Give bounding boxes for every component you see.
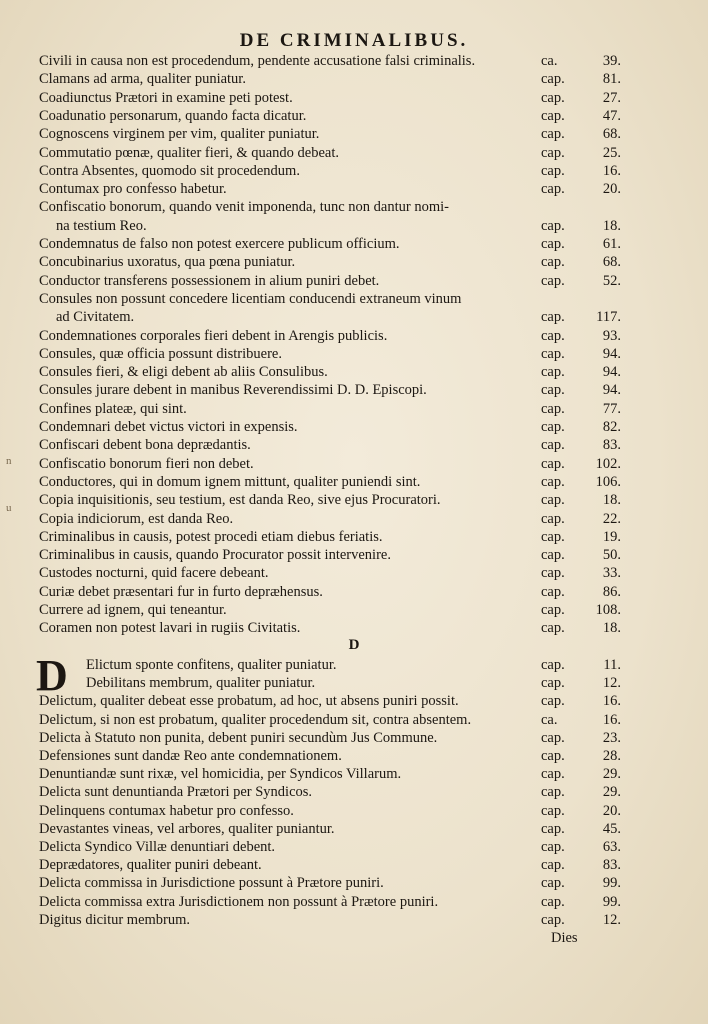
entry-text: Contumax pro confesso habetur.	[39, 181, 227, 198]
entry-text: Curiæ debet præsentari fur in furto depræhensus.	[39, 583, 323, 600]
entry-chapter-number: 52.	[602, 272, 621, 289]
index-entry	[0, 89, 708, 107]
entry-chapter-label: cap.	[541, 675, 565, 692]
entry-text: Concubinarius uxoratus, qua pœna puniatur.	[39, 254, 296, 271]
index-entry	[0, 345, 708, 363]
entry-text: Delicta commissa extra Jurisdictionem non possunt à Prætore puniri.	[39, 893, 439, 910]
entry-chapter-label: cap.	[541, 437, 565, 454]
index-entry	[0, 308, 708, 326]
entry-chapter-label: cap.	[541, 419, 565, 435]
entry-chapter-label: cap.	[541, 236, 565, 252]
entry-chapter-label: cap.	[541, 89, 565, 106]
entry-text: Currere ad ignem, qui teneantur.	[39, 602, 227, 618]
entry-chapter-number: 28.	[602, 748, 621, 764]
entry-chapter-label: cap.	[541, 455, 565, 472]
entry-chapter-number: 94.	[602, 345, 621, 362]
index-entry	[0, 107, 708, 125]
entry-chapter-number: 63.	[602, 839, 621, 855]
entry-chapter-label: cap.	[541, 309, 565, 326]
entry-chapter-number: 29.	[602, 784, 621, 801]
entry-chapter-number: 117.	[596, 309, 621, 326]
catchword: Dies	[551, 930, 578, 946]
entry-text: Clamans ad arma, qualiter puniatur.	[39, 71, 246, 88]
entry-chapter-label: cap.	[541, 620, 565, 637]
index-entry	[0, 272, 708, 290]
entry-text: Consules fieri, & eligi debent ab aliis Consulibus.	[39, 364, 328, 381]
index-entry	[0, 363, 708, 381]
index-entry	[0, 162, 708, 180]
entry-chapter-label: cap.	[541, 473, 565, 490]
entry-chapter-label: cap.	[541, 272, 565, 289]
entry-text: Conductores, qui in domum ignem mittunt, qualiter puniendi sint.	[39, 473, 421, 490]
index-entry	[0, 711, 708, 729]
entry-text: Confines plateæ, qui sint.	[39, 400, 187, 417]
section-letter: D	[348, 637, 360, 653]
entry-chapter-number: 27.	[602, 89, 621, 106]
index-entry	[0, 381, 708, 399]
entry-text: Custodes nocturni, quid facere debeant.	[39, 565, 269, 582]
entry-chapter-label: cap.	[541, 602, 565, 618]
entry-chapter-label: cap.	[541, 784, 565, 801]
entry-text: Delictum, qualiter debeat esse probatum, ad hoc, ut absens puniri possit.	[39, 693, 459, 710]
entry-text: Condemnari debet victus victori in expensis.	[39, 419, 298, 435]
entry-chapter-number: 18.	[602, 620, 621, 637]
entry-text: Delinquens contumax habetur pro confesso.	[39, 802, 294, 819]
entry-chapter-number: 68.	[602, 254, 621, 271]
entry-text: Copia inquisitionis, seu testium, est danda Reo, sive ejus Procuratori.	[39, 492, 441, 509]
entry-chapter-number: 108.	[595, 602, 621, 618]
index-entry	[0, 70, 708, 88]
index-entry	[0, 820, 708, 838]
entry-chapter-number: 77.	[602, 400, 621, 417]
entry-text: Coadunatio personarum, quando facta dicatur.	[39, 107, 307, 124]
index-entry	[0, 235, 708, 253]
entry-chapter-label: cap.	[541, 71, 565, 88]
entry-text: Civili in causa non est procedendum, pendente accusatione falsi criminalis.	[39, 53, 476, 69]
entry-text: Delicta à Statuto non punita, debent puniri secundùm Jus Commune.	[39, 729, 438, 746]
entry-chapter-number: 20.	[602, 181, 621, 198]
entry-text: Devastantes vineas, vel arbores, qualiter puniantur.	[39, 820, 335, 837]
index-entry	[0, 290, 708, 308]
entry-text: Denuntiandæ sunt rixæ, vel homicidia, per Syndicos Villarum.	[39, 766, 402, 783]
entry-chapter-number: 25.	[602, 144, 621, 161]
entry-chapter-number: 12.	[602, 675, 621, 692]
entry-chapter-label: cap.	[541, 875, 565, 892]
entry-chapter-label: cap.	[541, 400, 565, 417]
entry-chapter-number: 22.	[602, 510, 621, 527]
index-entry	[0, 528, 708, 546]
entry-chapter-number: 29.	[602, 766, 621, 783]
entry-chapter-label: cap.	[541, 345, 565, 362]
entry-chapter-number: 99.	[602, 875, 621, 892]
index-entry	[0, 52, 708, 70]
entry-text: Copia indiciorum, est danda Reo.	[39, 510, 234, 527]
entry-text: Confiscari debent bona deprædantis.	[39, 437, 251, 454]
entry-chapter-label: cap.	[541, 839, 565, 855]
index-entry	[0, 144, 708, 162]
entry-chapter-label: ca.	[541, 53, 558, 69]
index-entry	[0, 327, 708, 345]
entry-chapter-label: cap.	[541, 364, 565, 381]
entry-text: Delicta Syndico Villæ denuntiari debent.	[39, 839, 276, 855]
index-entry	[0, 418, 708, 436]
entry-chapter-number: 83.	[602, 857, 621, 874]
entry-chapter-label: cap.	[541, 820, 565, 837]
index-entry	[0, 125, 708, 143]
entry-chapter-label: cap.	[541, 492, 565, 509]
entry-chapter-label: cap.	[541, 162, 565, 179]
entry-chapter-number: 45.	[602, 820, 621, 837]
entry-chapter-label: cap.	[541, 729, 565, 746]
entry-chapter-label: cap.	[541, 565, 565, 582]
entry-chapter-number: 94.	[602, 382, 621, 399]
margin-mark: n	[6, 455, 12, 467]
entry-text: Condemnationes corporales fieri debent in Arengis publicis.	[39, 327, 388, 344]
index-entry	[0, 491, 708, 509]
entry-chapter-number: 86.	[602, 583, 621, 600]
index-entry	[0, 217, 708, 235]
entry-text: ad Civitatem.	[56, 309, 135, 326]
entry-text: Delicta commissa in Jurisdictione possunt à Prætore puniri.	[39, 875, 384, 892]
entry-chapter-number: 11.	[603, 657, 621, 673]
entry-text: Coramen non potest lavari in rugiis Civitatis.	[39, 620, 301, 637]
entry-chapter-label: cap.	[541, 893, 565, 910]
entry-chapter-label: cap.	[541, 547, 565, 564]
entry-chapter-label: cap.	[541, 583, 565, 600]
entry-text: Confiscatio bonorum fieri non debet.	[39, 455, 254, 472]
entry-chapter-label: cap.	[541, 657, 565, 673]
entry-text: Consules, quæ officia possunt distribuere.	[39, 345, 282, 362]
entry-chapter-label: cap.	[541, 528, 565, 545]
drop-cap: D	[36, 651, 68, 700]
entry-chapter-label: ca.	[541, 711, 558, 728]
entry-chapter-number: 61.	[602, 236, 621, 252]
index-entry	[0, 253, 708, 271]
entry-text: Defensiones sunt dandæ Reo ante condemnationem.	[39, 748, 342, 764]
entry-chapter-number: 106.	[595, 473, 621, 490]
entry-chapter-number: 23.	[602, 729, 621, 746]
entry-chapter-label: cap.	[541, 693, 565, 710]
entry-text: Debilitans membrum, qualiter puniatur.	[86, 675, 316, 692]
entry-chapter-number: 81.	[602, 71, 621, 88]
entry-text: Conductor transferens possessionem in alium puniri debet.	[39, 272, 380, 289]
entry-chapter-number: 12.	[602, 911, 621, 928]
entry-text: Delicta sunt denuntianda Prætori per Syndicos.	[39, 784, 313, 801]
index-entry	[0, 874, 708, 892]
entry-chapter-number: 102.	[595, 455, 621, 472]
entry-chapter-label: cap.	[541, 802, 565, 819]
entry-chapter-label: cap.	[541, 254, 565, 271]
entry-text: Deprædatores, qualiter puniri debeant.	[39, 857, 262, 874]
entry-chapter-number: 93.	[602, 327, 621, 344]
index-entry	[0, 546, 708, 564]
entry-text: Consules non possunt concedere licentiam conducendi extraneum vinum	[39, 290, 462, 307]
entry-text: Digitus dicitur membrum.	[39, 911, 191, 928]
entry-chapter-number: 19.	[602, 528, 621, 545]
index-entry	[0, 400, 708, 418]
entry-chapter-label: cap.	[541, 382, 565, 399]
index-entry	[0, 893, 708, 911]
index-entry	[0, 729, 708, 747]
index-entry	[0, 911, 708, 929]
entry-chapter-label: cap.	[541, 748, 565, 764]
entry-text: Elictum sponte confitens, qualiter puniatur.	[86, 657, 337, 673]
entry-text: Delictum, si non est probatum, qualiter procedendum sit, contra absentem.	[39, 711, 472, 728]
entry-text: Criminalibus in causis, quando Procurator possit intervenire.	[39, 547, 391, 564]
index-entry	[0, 856, 708, 874]
entry-text: Coadiunctus Prætori in examine peti potest.	[39, 89, 293, 106]
entry-text: Cognoscens virginem per vim, qualiter puniatur.	[39, 126, 320, 143]
entry-text: Consules jurare debent in manibus Reverendissimi D. D. Episcopi.	[39, 382, 427, 399]
entry-chapter-number: 94.	[602, 364, 621, 381]
entry-chapter-number: 16.	[602, 162, 621, 179]
entry-chapter-number: 16.	[602, 693, 621, 710]
entry-chapter-number: 16.	[602, 711, 621, 728]
entry-chapter-label: cap.	[541, 857, 565, 874]
index-entry	[0, 601, 708, 619]
entry-chapter-number: 83.	[602, 437, 621, 454]
index-entry	[0, 619, 708, 637]
index-entry	[0, 674, 708, 692]
entry-chapter-number: 33.	[602, 565, 621, 582]
entry-chapter-label: cap.	[541, 181, 565, 198]
entry-chapter-number: 82.	[602, 419, 621, 435]
index-entry	[0, 692, 708, 710]
entry-chapter-number: 99.	[602, 893, 621, 910]
index-entry	[0, 473, 708, 491]
entry-chapter-number: 68.	[602, 126, 621, 143]
entry-chapter-label: cap.	[541, 126, 565, 143]
entry-text: Confiscatio bonorum, quando venit imponenda, tunc non dantur nomi-	[39, 199, 449, 216]
entry-chapter-label: cap.	[541, 144, 565, 161]
entry-chapter-label: cap.	[541, 766, 565, 783]
index-entry	[0, 455, 708, 473]
entry-chapter-number: 20.	[602, 802, 621, 819]
index-entry	[0, 747, 708, 765]
entry-chapter-label: cap.	[541, 327, 565, 344]
index-entry	[0, 656, 708, 674]
index-entry	[0, 436, 708, 454]
entry-chapter-label: cap.	[541, 510, 565, 527]
index-entry	[0, 783, 708, 801]
index-entry	[0, 564, 708, 582]
entry-chapter-number: 39.	[602, 53, 621, 69]
entry-text: Criminalibus in causis, potest procedi etiam diebus feriatis.	[39, 528, 383, 545]
index-entry	[0, 583, 708, 601]
entry-chapter-number: 50.	[602, 547, 621, 564]
entry-text: na testium Reo.	[56, 217, 147, 234]
margin-mark: u	[6, 502, 12, 514]
entry-text: Condemnatus de falso non potest exercere publicum officium.	[39, 236, 400, 252]
entry-text: Contra Absentes, quomodo sit procedendum.	[39, 162, 300, 179]
entry-text: Commutatio pœnæ, qualiter fieri, & quando debeat.	[39, 144, 340, 161]
entry-chapter-number: 18.	[602, 217, 621, 234]
index-entry	[0, 765, 708, 783]
running-header: DE CRIMINALIBUS.	[239, 30, 469, 51]
index-entry	[0, 802, 708, 820]
index-entry	[0, 198, 708, 216]
index-entry	[0, 838, 708, 856]
entry-chapter-label: cap.	[541, 217, 565, 234]
entry-chapter-number: 18.	[602, 492, 621, 509]
entry-chapter-number: 47.	[602, 107, 621, 124]
entry-chapter-label: cap.	[541, 107, 565, 124]
index-entry	[0, 510, 708, 528]
entry-chapter-label: cap.	[541, 911, 565, 928]
index-entry	[0, 180, 708, 198]
